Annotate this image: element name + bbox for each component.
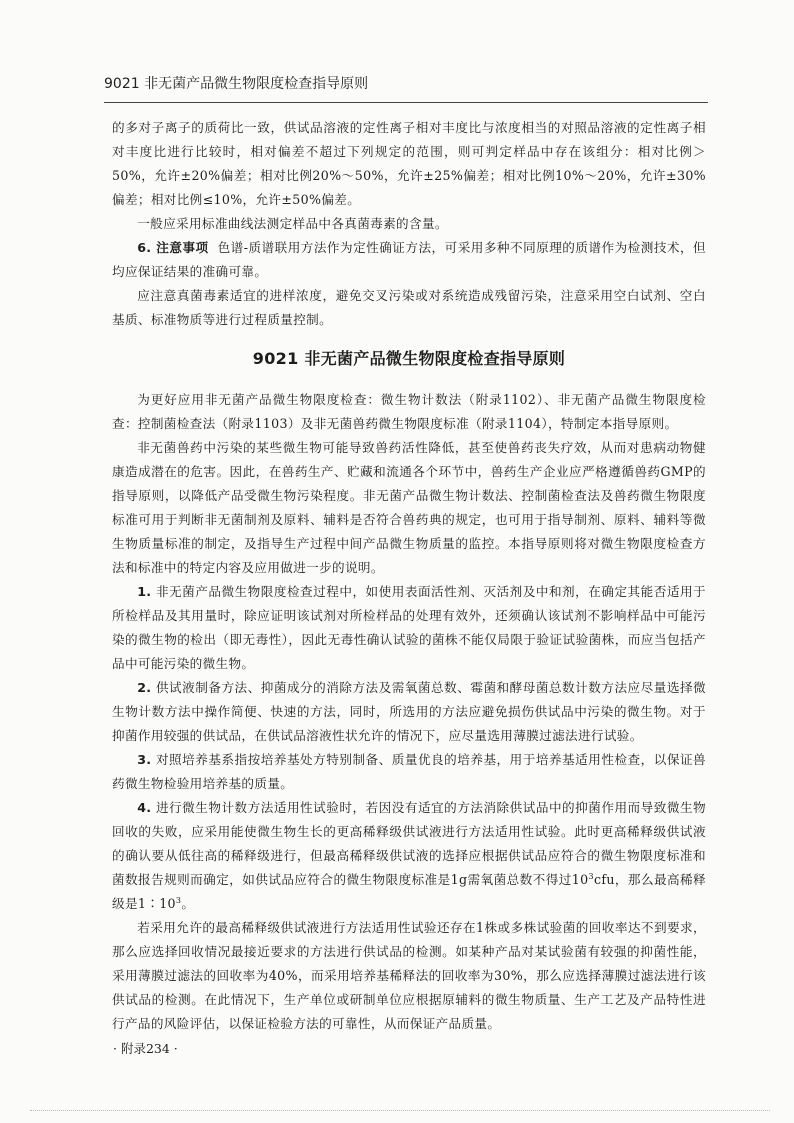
notes-paragraph [112,236,706,284]
item-2-text: 供试液制备方法、抑菌成分的消除方法及需氧菌总数、霉菌和酵母菌总数计数方法应尽量选择微生物计数方法中操作简便、快速的方法，同时，所选用的方法应避免损伤供试品中污染的微生物。对于抑菌作用较强的供试品，在供试品溶液性状允许的情况下，应尽量选用薄膜过滤法进行试验。 [112,680,706,743]
item-3-number: 3. [137,752,152,767]
item-4 [112,796,706,916]
item-4-exponent-2: 3 [175,895,182,905]
running-header: 9021 非无菌产品微生物限度检查指导原则 [104,76,369,92]
item-2-number: 2. [137,680,152,695]
item-3-text: 对照培养基系指按培养基处方特别制备、质量优良的培养基，用于培养基适用性检查，以保证兽药微生物检验用培养基的质量。 [112,752,706,791]
item-4-exponent-1: 3 [588,871,594,881]
item-4-text-c: 。 [181,896,195,911]
intro-paragraph-2: 非无菌兽药中污染的某些微生物可能导致兽药活性降低，甚至使兽药丧失疗效，从而对患病动物健康造成潜在的危害。因此，在兽药生产、贮藏和流通各个环节中，兽药生产企业应严格遵循兽药GMP的指导原则，以降低产品受微生物污染程度。非无菌产品微生物计数法、控制菌检查法及兽药微生物限度标准可用于判断非无菌制剂及原料、辅料是否符合兽药典的规定，也可用于指导制剂、原料、辅料等微生物质量标准的制定，及指导生产过程中间产品微生物质量的监控。本指导原则将对微生物限度检查方法和标准中的特定内容及应用做进一步的说明。 [112,440,706,575]
item-1-text: 非无菌产品微生物限度检查过程中，如使用表面活性剂、灭活剂及中和剂，在确定其能否适用于所检样品及其用量时，除应证明该试剂对所检样品的处理有效外，还须确认该试剂不影响样品中可能污染的微生物的检出（即无毒性），因此无毒性确认试验的菌株不能仅局限于验证试验菌株，而应当包括产品中可能污染的微生物。 [112,584,706,671]
section-title: 9021 非无菌产品微生物限度检查指导原则 [252,349,566,368]
item-4-number: 4. [137,800,152,815]
continued-paragraph-4: 应注意真菌毒素适宜的进样浓度，避免交叉污染或对系统造成残留污染，注意采用空白试剂、空白基质、标准物质等进行过程质量控制。 [112,288,706,327]
continued-paragraph-2: 一般应采用标准曲线法测定样品中各真菌毒素的含量。 [137,216,448,231]
continued-paragraph-1: 的多对子离子的质荷比一致，供试品溶液的定性离子相对丰度比与浓度相当的对照品溶液的定性离子相对丰度比进行比较时，相对偏差不超过下列规定的范围，则可判定样品中存在该组分：相对比例＞50%，允许±20%偏差；相对比例20%～50%，允许±25%偏差；相对比例10%～20%，允许±30%偏差；相对比例≤10%，允许±50%偏差。 [112,120,706,207]
page-number: · 附录234 · [113,1041,178,1056]
item-2 [112,676,706,748]
item-4-text-a: 进行微生物计数方法适用性试验时，若因没有适宜的方法消除供试品中的抑菌作用而导致微生物回收的失败，应采用能使微生物生长的更高稀释级供试液进行方法适用性试验。此时更高稀释级供试液的确认要从低往高的稀释级进行，但最高稀释级供试液的选择应根据供试品应符合的微生物限度标准和菌数报告规则而确定，如供试品应符合的微生物限度标准是1g需氧菌总数不得过10 [112,800,706,887]
item-4-text-b: cfu，那么最高稀释级是1∶10 [112,872,706,911]
item-1-number: 1. [137,584,152,599]
intro-paragraph-1: 为更好应用非无菌产品微生物限度检查：微生物计数法（附录1102）、非无菌产品微生物限度检查：控制菌检查法（附录1103）及非无菌兽药微生物限度标准（附录1104），特制定本指导原则。 [112,392,706,431]
item-1 [112,580,706,676]
final-paragraph: 若采用允许的最高稀释级供试液进行方法适用性试验还存在1株或多株试验菌的回收率达不到要求，那么应选择回收情况最接近要求的方法进行供试品的检测。如某种产品对某试验菌有较强的抑菌性能，采用薄膜过滤法的回收率为40%，而采用培养基稀释法的回收率为30%，那么应选择薄膜过滤法进行该供试品的检测。在此情况下，生产单位或研制单位应根据原辅料的微生物质量、生产工艺及产品特性进行产品的风险评估，以保证检验方法的可靠性，从而保证产品质量。 [112,920,706,1031]
bottom-dotted-rule [30,1110,770,1111]
notes-heading: 6. 注意事项 [137,240,209,255]
item-3 [112,748,706,796]
notes-text: 色谱-质谱联用方法作为定性确证方法，可采用多种不同原理的质谱作为检测技术，但均应保证结果的准确可靠。 [112,240,706,279]
header-rule [104,102,708,103]
body-text [112,116,706,1036]
